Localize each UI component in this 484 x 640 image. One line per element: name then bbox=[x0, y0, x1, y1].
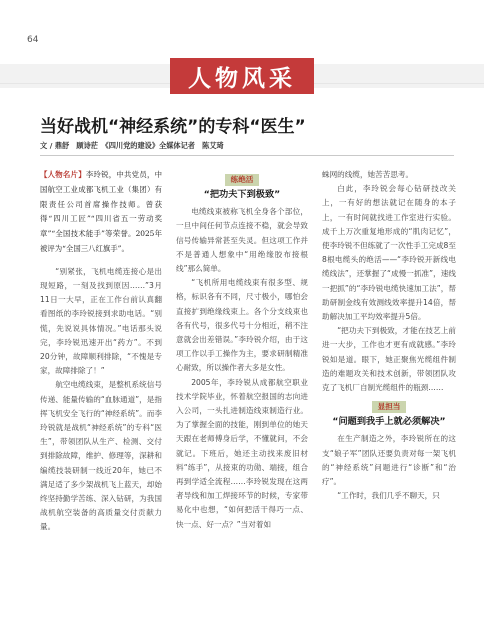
paragraph: 电缆线束被称飞机全身各个部位，一旦中间任何节点连接不稳，就会导致信号传输异常甚至失灵。但这项工作并不是普通人想象中“用绝缘胶布接根线”那么简单。 bbox=[176, 207, 308, 274]
section-heading bbox=[322, 400, 456, 430]
paragraph: 2005年，李玲锐从成都航空职业技术学院毕业，怀着航空报国的志向进入公司，一头扎进制造线束制造行业。为了掌握全面的技能，刚到单位的她天天跟在老师傅身后学，不懂就问，不会就记。下班后，她还主动找来废旧材料“练手”，从接束的功勋、端接，组合再到学适全流程……李玲锐发现在这两者导线和加工焊接环节的时候，专家带易化中也想，“如何把活干得巧一点、快一点、好一点？”当对着如 bbox=[176, 377, 308, 529]
section-heading bbox=[176, 173, 308, 203]
column-3 bbox=[322, 168, 456, 630]
section-topic: 练绝活 bbox=[225, 174, 260, 186]
column-1 bbox=[40, 168, 162, 630]
page-number: 64 bbox=[27, 35, 39, 45]
section-title: “问题到我手上就必须解决” bbox=[332, 416, 446, 428]
section-title: “把功夫下到极致” bbox=[203, 189, 281, 201]
paragraph: 蛛网的线缆，她苦苦思考。 bbox=[322, 170, 414, 179]
section-banner bbox=[0, 56, 484, 96]
profile-tag: 【人物名片】 bbox=[40, 170, 86, 179]
paragraph: “别紧张，飞机电缆连接心是出现短路，一刻及找到原因……”3月11日一大早，正在工作台前认真翻看图纸的李玲锐接到求助电话。“别慌，先说说具体情况。”电话那头说完，李玲锐迅速开出“药方”。不到20分钟，故障顺利排除，“不愧是专家，故障排除了！” bbox=[40, 266, 162, 376]
column-2 bbox=[176, 168, 308, 630]
paragraph: 在生产制造之外，李玲锐所在的这支“娘子军”团队还要负责对每一架飞机的“神经系统”问题进行“诊断”和“治疗”。 bbox=[322, 434, 456, 487]
paragraph: 航空电缆线束，是整机系统信号传递、能量传输的“血脉通道”，是指挥飞机安全飞行的“神经系统”。而李玲锐就是战机“神经系统”的专科“医生”，带领团队从生产、检测、交付到排除故障，维护、修理等，深耕和编缆技装研制一线近20年，她已不满足适了多少架战机飞上蓝天，却始终坚持勤学苦练、深入钻研，为我国战机航空装备的高质量交付贡献力量。 bbox=[40, 380, 162, 532]
profile-text: 李玲锐，中共党员，中国航空工业成都飞机工业（集团）有限责任公司首席操作技师。曾获得“四川工匠”“四川省五一劳动奖章”“全国技术能手”等荣誉。2025年被评为“全国三八红旗手”。 bbox=[40, 170, 162, 253]
byline bbox=[40, 141, 224, 151]
paragraph: “把功夫下到极致，才能在技艺上前进一大步，工作也才更有成就感。”李玲锐如是道。眼下，她正聚焦光缆组件制造的难题攻关和技术创新，带领团队攻克了飞机厂自制光缆组件的瓶颈…… bbox=[322, 326, 456, 393]
headline-divider bbox=[40, 155, 454, 156]
paragraph: “飞机所用电缆线束有很多型、规格，标识各有不同，尺寸极小，哪怕会直接扩到绝缘线束上。各个分支线束也各有代号，很多代号十分相近，稍不注意就会出差错误。”李玲锐介绍，由于这项工作以手工操作为主，要求研制精准心耐致，所以操作者大多是女性。 bbox=[176, 278, 308, 373]
article-headline: 当好战机“神经系统”的专科“医生” bbox=[40, 117, 306, 137]
byline-authors: 文 / 鼎舒 顾诗茫 《四川党的建设》全媒体记者 陈艾琦 bbox=[40, 141, 224, 150]
paragraph: “工作时，我们几乎不聊天，只 bbox=[337, 491, 440, 501]
profile-box bbox=[40, 168, 162, 257]
banner-title: 人物风采 bbox=[170, 58, 314, 94]
section-topic: 显担当 bbox=[372, 401, 407, 413]
paragraph: 白此，李玲锐会每心钻研技改关上，一有好的想法就记在随身的本子上，一有时间就找进工作室进行实验。成千上万次重复地形成的“肌肉记忆”，使李玲锐不但练就了一次性手工完成8至8根电缆头的绝活——“李玲锐开新线电缆线法”，还掌握了“成慢一抓准”，速线一把抓”的“李玲锐电缆快速加工法”，帮助研制金线有效测线效率提升14倍，帮助解决加工平均效率提升5倍。 bbox=[322, 184, 456, 322]
